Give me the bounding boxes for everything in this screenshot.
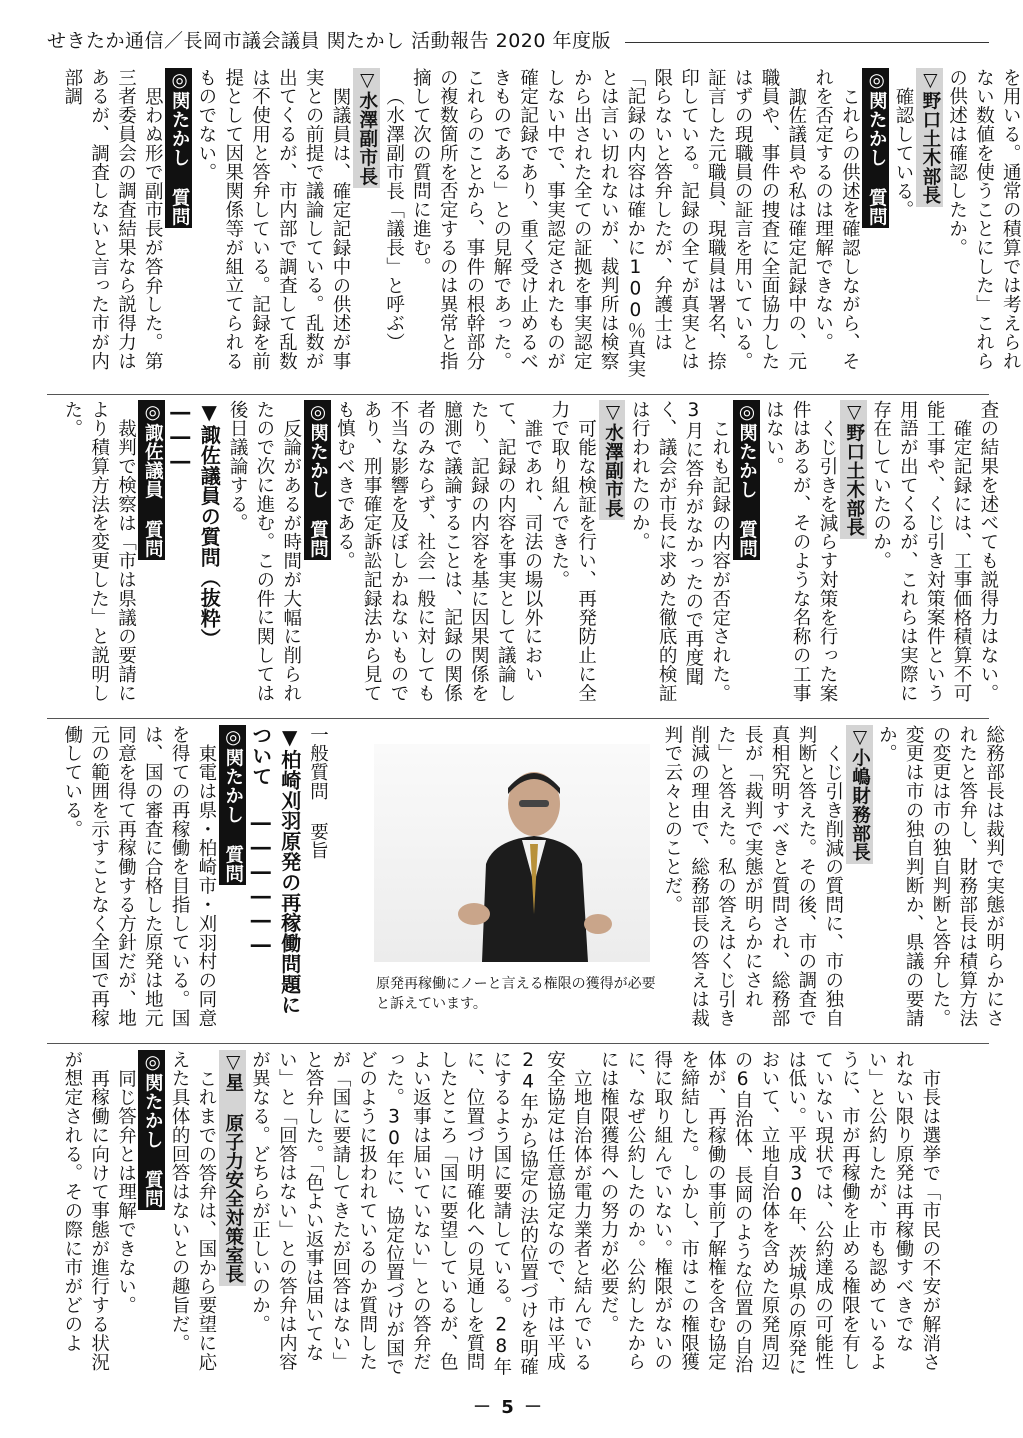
paragraph: 誰であれ、司法の場以外において、記録の内容を事実として議論したり、記録の内容を基に因果関係を臆測で議論することは、記録の関係者のみならず、社会一般に対しても不当な影響を及ぼしかねないものであり、刑事確定訴訟記録法から見ても慎むべきである。 [334,400,543,703]
speaker-label: ▽野口土木部長 [916,68,943,207]
band-2-text [58,400,1001,712]
paragraph: 再稼働に向けて事態が進行する状況が想定される。その際に市がどのよ [61,1050,110,1371]
paragraph: 市長は選挙で「市民の不安が解消されない限り原発は再稼働すべきでない」と公約したが、市も認めているように、市が再稼働を止める権限を有していない現状では、公約達成の可能性は低い。平成30年、茨城県の原発において、立地自治体を含めた原発周辺の6自治体、長岡のような位置の自治体が、再稼働の事前了解権を含む協定を締結した。しかし、市はこの権限獲得に取り組んでいない。権限がないのに、なぜ公約したのか。公約したからには権限獲得への努力が必要だ。 [598,1050,941,1377]
paragraph: 可能な検証を行い、再発防止に全力で取り組んできた。 [548,400,597,702]
band-3-left-text [58,725,331,1030]
speaker-label: ▽水澤副市長 [353,68,380,188]
paragraph: 東電は県・柏崎市・刈羽村の同意を得ての再稼働を目指している。国は、国の審査に合格した原発は地元同意を得て再稼働する方針だが、地元の範囲を示すことなく全国で再稼働している。 [61,725,217,1028]
band-divider [47,1043,989,1044]
speaker-label: ▽星 原子力安全対策室長 [219,1050,246,1286]
paragraph: これも記録の内容が否定された。3月に答弁がなかったので再度聞く、議会が市長に求めた徹底的検証は行われたのか。 [629,400,731,703]
paragraph: 反論があるが時間が大幅に削られたので次に進む。この件に関しては後日議論する。 [227,400,302,703]
speaker-photo-illustration [374,744,650,962]
paragraph: くじ引き削減の質問に、市の独自判断と答えた。その後、市の調査で真相究明すべきと質問され、総務部長が「裁判で実態が明らかにされた」と答えた。私の答えはくじ引き削減の理由で、総務部長の答えは裁判で云々とのことだ。 [661,725,844,1028]
paragraph: を用いる。通常の積算では考えられない数値を使うことにした」これらの供述は確認したか。 [946,68,1022,371]
paragraph: これまでの答弁は、国から要望に応えた具体的回答はないとの趣旨だ。 [169,1050,217,1371]
paragraph: 査の結果を述べても説得力はない。 [977,400,999,703]
questioner-label: ◎関たかし 質問 [165,68,192,228]
questioner-label: ◎関たかし 質問 [304,400,331,560]
paragraph: くじ引きを減らす対策を行った案件はあるが、そのような名称の工事はない。 [763,400,838,703]
paragraph: 確定記録には、工事価格積算不可能工事や、くじ引き対策案件という用語が出てくるが、これらは実際に存在していたのか。 [870,400,972,703]
paragraph: これらの供述を確認しながら、それを否定するのは理解できない。 [812,68,861,370]
article-band-3-left [58,725,364,1030]
band-3-right-text [658,725,1007,1030]
paragraph: 諏佐議員や私は確定記録中の、元職員や、事件の捜査に全面協力したはずの現職員の証言を用いている。証言した元職員、現職員は署名、捺印している。記録の全てが真実とは限らないと答弁したが、弁護士は「記録の内容は確かに100％真実とは言い切れないが、裁判所は検察から出された全ての証拠を事実認定しない中で、事実認定されたものが確定記録であり、重く受け止めるべきものである」との見解であった。これらのことから、事件の根幹部分の複数箇所を否定するのは異常と指摘して次の質問に進む。 [410,68,807,378]
photo-caption: 原発再稼働にノーと言える権限の獲得が必要と訴えています。 [376,976,656,1013]
speaker-label: ▽小嶋財務部長 [846,725,873,864]
paragraph: 総務部長は裁判で実態が明らかにされたと答弁し、財務部長は積算方法の変更は市の独自判断と答弁した。変更は市の独自判断か、県議の要請か。 [876,725,1005,1028]
newsletter-title: せきたか通信／長岡市議会議員 関たかし 活動報告 2020 年度版 [47,30,612,52]
section-heading: ▼諏佐議員の質問（抜粋）――― [168,400,222,649]
header-rule [625,42,989,43]
section-heading: ▼柏崎刈羽原発の再稼働問題について ―――――― [248,725,302,1015]
paragraph: 裁判で検察は「市は県議の要請により積算方法を変更した」と説明した。 [61,400,137,703]
band-divider [47,718,989,719]
questioner-label: ◎関たかし 質問 [733,400,760,560]
questioner-label: ◎関たかし 質問 [138,1050,165,1210]
paragraph: 同じ答弁とは理解できない。 [115,1068,137,1315]
speaker-photo [374,744,650,962]
band-divider [47,394,989,395]
article-band-1 [58,68,1022,388]
speaker-label: ▽野口土木部長 [840,400,867,539]
band-1-text [58,68,1023,388]
paragraph: （水澤副市長「議長」と呼ぶ） [383,86,405,352]
band-4-text [58,1050,943,1380]
speaker-label: ▽水澤副市長 [599,400,626,520]
paragraph: 関議員は、確定記録中の供述が事実との前提で議論している。乱数が出てくるが、市内部で調査して乱数は不使用と答弁している。記録を前提として因果関係等が組立てられるものでない。 [195,68,351,371]
questioner-label: ◎諏佐議員 質問 [138,400,165,560]
questioner-label: ◎関たかし 質問 [862,68,889,228]
questioner-label: ◎関たかし 質問 [219,725,246,885]
paragraph: 思わぬ形で副市長が答弁した。第三者委員会の調査結果なら説得力はあるが、調査しないと言った市が内部調 [61,68,164,371]
page-number: － 5 － [472,1397,545,1418]
paragraph: 立地自治体が電力業者と結んでいる安全協定は任意協定なので、市は平成24年から協定の法的位置づけを明確にするよう国に要請している。28年に、位置づけ明確化への見通しを質問したところ「国に要望しているが、色よい返事は届いていない」との答弁だった。30年に、協定位置づけが国でどのように扱われているのか質問したが「国に要請してきたが回答はない」と答弁した。「色よい返事は届いてない」と「回答はない」との答弁は内容が異なる。どちらが正しいのか。 [249,1050,593,1377]
article-band-4 [58,1050,968,1380]
paragraph: 一般質問 要旨 [307,725,329,860]
article-band-2 [58,400,999,712]
paragraph: 確認している。 [893,86,914,219]
page-header [47,22,989,54]
article-band-3-right [658,725,1005,1030]
